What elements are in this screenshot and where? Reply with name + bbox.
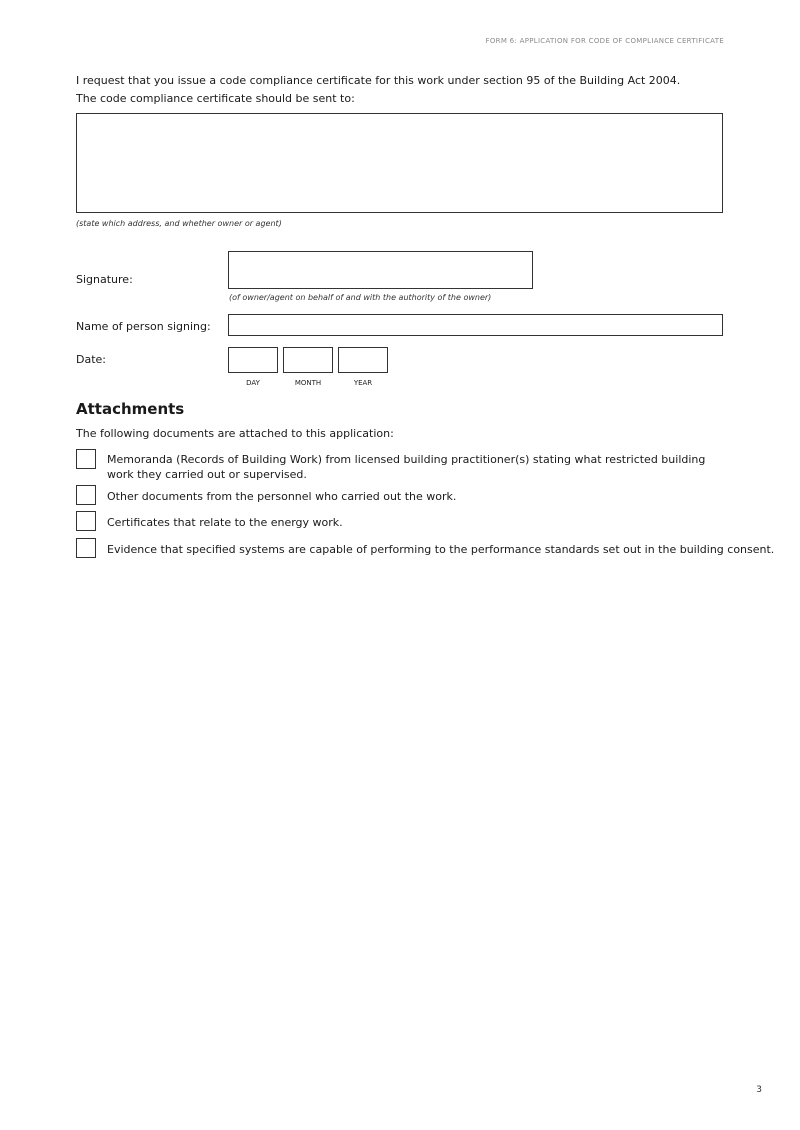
signature-hint: (of owner/agent on behalf of and with the authority of the owner) — [229, 293, 492, 302]
attachment-label-energy-certificates: Certificates that relate to the energy work. — [107, 516, 343, 529]
signature-field[interactable] — [228, 251, 533, 289]
request-statement: I request that you issue a code compliance certificate for this work under section 95 of the Building Act 2004. — [76, 74, 681, 87]
attachment-checkbox-other-documents[interactable] — [76, 485, 96, 505]
attachment-label-specified-systems: Evidence that specified systems are capable of performing to the performance standards set out in the building consent. — [107, 543, 775, 556]
send-to-instruction: The code compliance certificate should be sent to: — [76, 92, 355, 105]
attachment-checkbox-energy-certificates[interactable] — [76, 511, 96, 531]
attachment-checkbox-memoranda[interactable] — [76, 449, 96, 469]
date-day-field[interactable] — [228, 347, 278, 373]
date-year-label: YEAR — [353, 379, 373, 387]
attachment-label-memoranda: Memoranda (Records of Building Work) from licensed building practitioner(s) stating what restricted building work they carried out or supervised. — [107, 453, 706, 481]
name-signing-label: Name of person signing: — [76, 320, 211, 333]
date-month-label: MONTH — [294, 379, 322, 387]
name-signing-field[interactable] — [228, 314, 723, 336]
address-field[interactable] — [76, 113, 723, 213]
signature-label: Signature: — [76, 273, 133, 286]
attachments-intro: The following documents are attached to this application: — [76, 427, 394, 440]
date-day-label: DAY — [246, 379, 260, 387]
running-header: FORM 6: APPLICATION FOR CODE OF COMPLIANCE CERTIFICATE — [485, 37, 724, 45]
date-label: Date: — [76, 353, 106, 366]
date-month-field[interactable] — [283, 347, 333, 373]
date-year-field[interactable] — [338, 347, 388, 373]
address-hint: (state which address, and whether owner or agent) — [76, 219, 282, 228]
page-number: 3 — [756, 1085, 762, 1095]
attachment-checkbox-specified-systems[interactable] — [76, 538, 96, 558]
attachment-label-other-documents: Other documents from the personnel who carried out the work. — [107, 490, 457, 503]
attachments-heading: Attachments — [76, 400, 185, 418]
